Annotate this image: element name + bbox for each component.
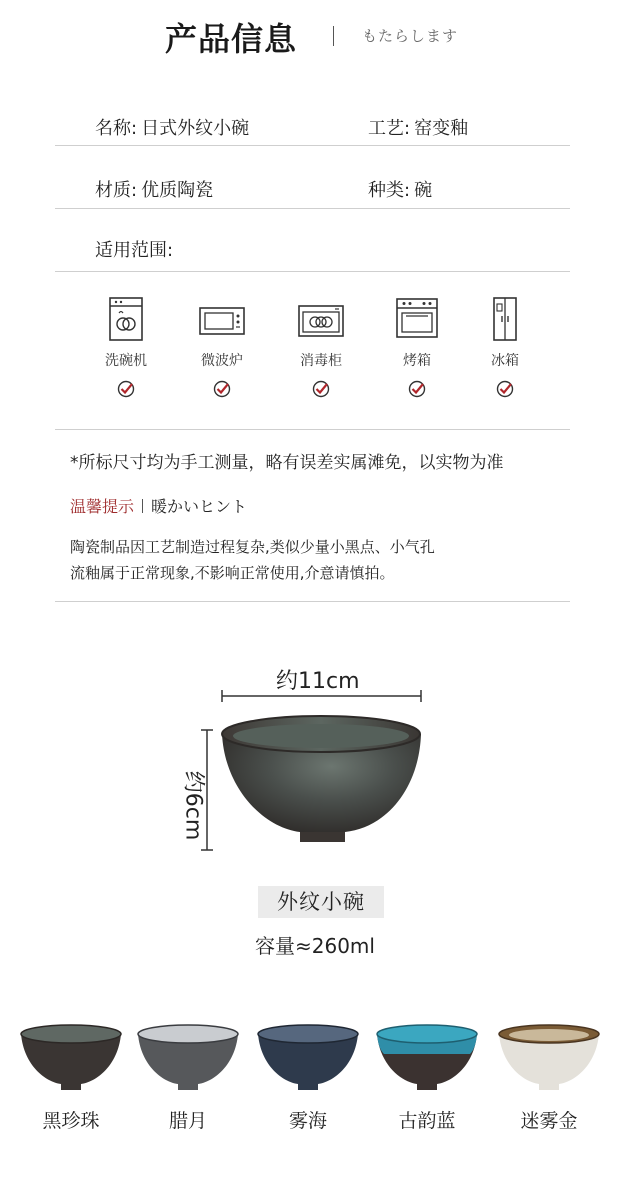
- bowl-layue-image: [133, 1020, 243, 1092]
- appliance-label: 洗碗机: [105, 353, 147, 369]
- variant-item[interactable]: [372, 1020, 482, 1133]
- product-capacity: 容量≈260ml: [255, 934, 375, 958]
- appliance-label: 冰箱: [491, 353, 519, 369]
- check-icon: [408, 380, 426, 398]
- appliance-label: 消毒柜: [300, 353, 342, 369]
- appliance-item: [182, 296, 262, 398]
- check-icon: [117, 380, 135, 398]
- appliance-item: [86, 296, 166, 398]
- sterilizer-icon: [297, 296, 345, 342]
- tip-title: 温馨提示: [70, 497, 135, 516]
- check-icon: [496, 380, 514, 398]
- bowl-black-pearl-image: [16, 1020, 126, 1092]
- page-title: 产品信息: [165, 20, 298, 58]
- tip-subtitle: 暖かいヒント: [151, 497, 248, 516]
- measurement-note: *所标尺寸均为手工测量，略有误差实属滩免，以实物为准: [70, 453, 504, 473]
- check-icon: [213, 380, 231, 398]
- variant-label: 迷雾金: [520, 1110, 578, 1132]
- divider: [55, 601, 570, 602]
- variant-label: 腊月: [168, 1110, 207, 1132]
- appliance-item: [377, 296, 457, 398]
- spec-material: [95, 176, 213, 202]
- spec-name: [95, 114, 249, 140]
- spec-material-label: 材质:: [95, 180, 138, 201]
- appliance-list: [0, 296, 620, 416]
- appliance-label: 烤箱: [403, 353, 431, 369]
- spec-scope-label: 适用范围:: [95, 240, 174, 261]
- appliance-item: [465, 296, 545, 398]
- divider: [55, 208, 570, 209]
- divider: [55, 429, 570, 430]
- tip-heading: [70, 494, 247, 517]
- microwave-icon: [198, 296, 246, 342]
- bowl-guyunlan-image: [372, 1020, 482, 1092]
- spec-name-value: 日式外纹小碗: [141, 118, 250, 139]
- spec-craft-label: 工艺:: [368, 118, 411, 139]
- width-label: 约11cm: [276, 669, 360, 694]
- divider: [55, 271, 570, 272]
- variant-item[interactable]: [16, 1020, 126, 1133]
- oven-icon: [394, 296, 440, 342]
- variant-item[interactable]: [133, 1020, 243, 1133]
- divider: [55, 145, 570, 146]
- tip-divider: [142, 499, 143, 513]
- dishwasher-icon: [106, 296, 146, 342]
- spec-name-label: 名称:: [95, 118, 138, 139]
- spec-type-label: 种类:: [368, 180, 411, 201]
- page-subtitle: もたらします: [362, 27, 459, 45]
- appliance-label: 微波炉: [201, 353, 243, 369]
- variant-label: 黑珍珠: [42, 1110, 100, 1132]
- spec-type: [368, 176, 432, 202]
- bowl-dimension-drawing: [195, 690, 430, 860]
- tip-text-line: 流釉属于正常现象,不影响正常使用,介意请慎拍。: [70, 564, 395, 582]
- fridge-icon: [485, 296, 525, 342]
- height-label: 约6cm: [180, 770, 206, 841]
- check-icon: [312, 380, 330, 398]
- spec-craft: [368, 114, 468, 140]
- tip-text-line: 陶瓷制品因工艺制造过程复杂,类似少量小黑点、小气孔: [70, 538, 435, 556]
- spec-type-value: 碗: [414, 180, 433, 201]
- appliance-item: [281, 296, 361, 398]
- product-name: 外纹小碗: [258, 886, 384, 918]
- title-divider: [333, 26, 334, 46]
- variant-label: 雾海: [288, 1110, 327, 1132]
- variant-label: 古韵蓝: [398, 1110, 456, 1132]
- spec-craft-value: 窑变釉: [414, 118, 469, 139]
- variant-item[interactable]: [253, 1020, 363, 1133]
- spec-material-value: 优质陶瓷: [141, 180, 214, 201]
- bowl-miwujin-image: [494, 1020, 604, 1092]
- spec-scope: [95, 236, 173, 262]
- page-header: [0, 10, 620, 58]
- variant-item[interactable]: [494, 1020, 604, 1133]
- bowl-wuhai-image: [253, 1020, 363, 1092]
